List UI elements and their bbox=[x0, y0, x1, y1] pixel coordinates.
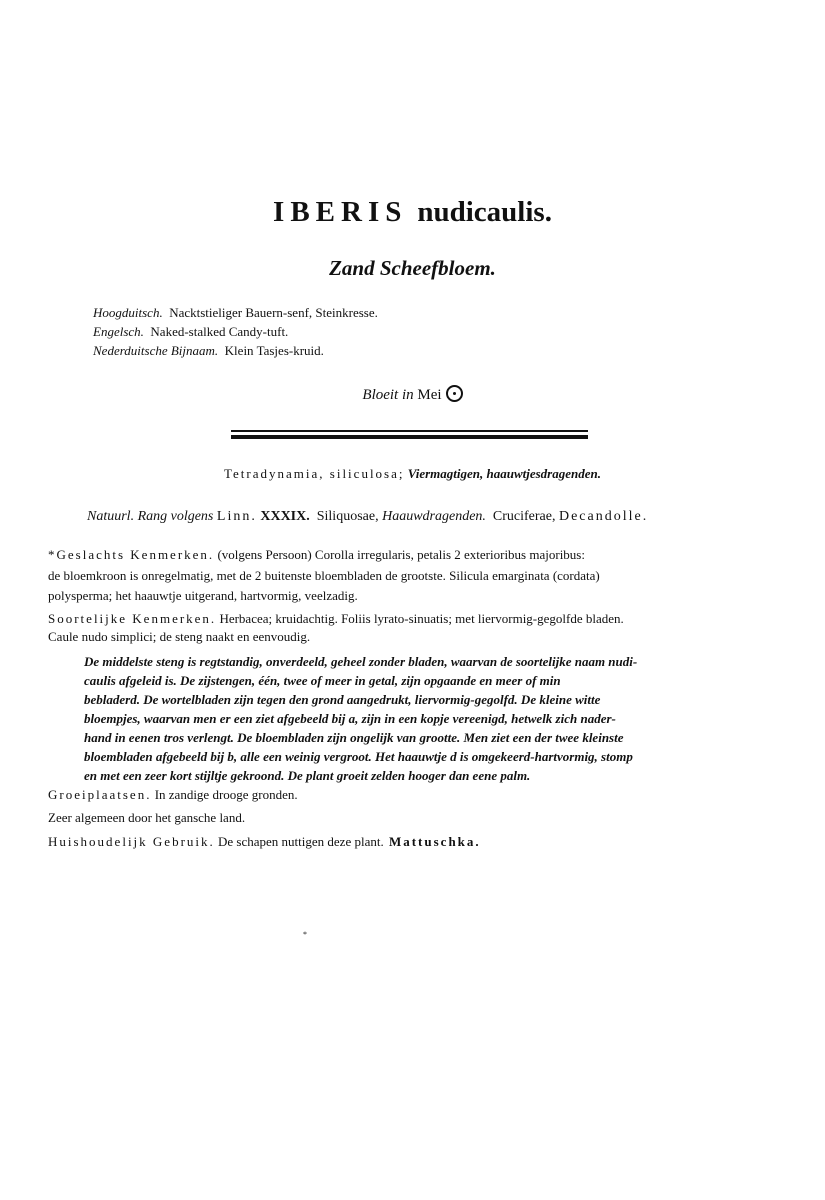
description-line: bloembladen afgebeeld bij b, alle een weinig vergroot. Het haauwtje d is omgekeerd-hartvormig, stomp bbox=[84, 749, 633, 764]
rank-family: Cruciferae, bbox=[492, 509, 556, 524]
description-line: bebladerd. De wortelbladen zijn tegen den grond aangedrukt, liervormig-gegolfd. De kleine witte bbox=[84, 692, 601, 707]
description-line: De middelste steng is regtstandig, onverdeeld, geheel zonder bladen, waarvan de soortelijke naam nudi- bbox=[84, 654, 638, 669]
description-line: en met een zeer kort stijltje gekroond. De plant groeit zelden hooger dan eene palm. bbox=[84, 768, 531, 783]
description bbox=[84, 652, 774, 785]
common-name-row bbox=[93, 324, 288, 340]
common-name: Nacktstieliger Bauern-senf, Steinkresse. bbox=[169, 305, 378, 320]
genus-characters-line bbox=[48, 547, 585, 563]
section-text: Herbacea; kruidachtig. Foliis lyrato-sinuatis; met liervormig-gegolfde bladen. bbox=[216, 611, 624, 626]
natural-rank bbox=[87, 509, 648, 525]
dutch-class: Viermagtigen, haauwtjesdragenden. bbox=[407, 466, 601, 481]
section-text: de bloemkroon is onregelmatig, met de 2 buitenste bloembladen de grootste. Silicula emarginata (cordata) bbox=[48, 568, 600, 583]
section-heading: *Geslachts Kenmerken. bbox=[48, 547, 215, 562]
description-line: bloempjes, waarvan men er een ziet afgebeeld bij a, zijn in een kopje vereenigd, hetwelk zich nader- bbox=[84, 711, 616, 726]
rank-label: Natuurl. Rang volgens bbox=[87, 509, 214, 524]
common-name-language: Hoogduitsch. bbox=[93, 305, 163, 320]
genus-characters-line bbox=[48, 568, 600, 584]
common-name-language: Engelsch. bbox=[93, 324, 144, 339]
common-name: Klein Tasjes-kruid. bbox=[224, 343, 324, 358]
divider-rule-thick bbox=[231, 435, 588, 439]
genus-name: IBERIS bbox=[273, 196, 408, 228]
rank-author: Linn. bbox=[216, 509, 257, 524]
section-heading: Groeiplaatsen. bbox=[48, 787, 152, 802]
frequency: Zeer algemeen door het gansche land. bbox=[48, 810, 246, 825]
section-text: polysperma; het haauwtje uitgerand, hartvormig, veelzadig. bbox=[48, 588, 358, 603]
linnaean-class: Tetradynamia, siliculosa; bbox=[224, 466, 405, 481]
habitat bbox=[48, 787, 298, 803]
species-name: nudicaulis. bbox=[417, 196, 552, 228]
rank-author-2: Decandolle. bbox=[558, 509, 649, 524]
dutch-name: Zand Scheefbloem. bbox=[329, 256, 496, 280]
genus-characters-line bbox=[48, 588, 358, 604]
annual-symbol-icon bbox=[446, 385, 463, 402]
common-name-language: Nederduitsche Bijnaam. bbox=[93, 343, 219, 358]
section-text: Caule nudo simplici; de steng naakt en eenvoudig. bbox=[48, 629, 311, 644]
species-characters-line bbox=[48, 611, 624, 627]
source-author: Mattuschka. bbox=[383, 834, 481, 849]
bloom-month: Mei bbox=[417, 387, 442, 403]
section-text: In zandige drooge gronden. bbox=[151, 787, 298, 802]
section-heading: Huishoudelijk Gebruik. bbox=[48, 834, 215, 849]
description-line: hand in eenen tros verlengt. De bloembladen zijn ongelijk van grootte. Men ziet een der twee kleinste bbox=[84, 730, 624, 745]
section-heading: Soortelijke Kenmerken. bbox=[48, 611, 217, 626]
household-use bbox=[48, 834, 481, 850]
rank-number: XXXIX. bbox=[260, 509, 310, 524]
common-name: Naked-stalked Candy-tuft. bbox=[150, 324, 289, 339]
species-characters-line bbox=[48, 629, 310, 645]
section-text: (volgens Persoon) Corolla irregularis, petalis 2 exterioribus majoribus: bbox=[214, 547, 585, 562]
print-mark: * bbox=[303, 930, 307, 939]
common-name-row bbox=[93, 305, 378, 321]
classification bbox=[0, 466, 825, 482]
description-line: caulis afgeleid is. De zijstengen, één, twee of meer in getal, zijn opgaande en meer of min bbox=[84, 673, 561, 688]
divider-rule bbox=[231, 430, 588, 432]
page-title bbox=[0, 196, 825, 229]
common-name-row bbox=[93, 343, 324, 359]
bloom-label: Bloeit in bbox=[362, 387, 414, 403]
section-text: De schapen nuttigen deze plant. bbox=[214, 834, 384, 849]
rank-latin: Siliquosae, bbox=[316, 509, 379, 524]
rank-dutch: Haauwdragenden. bbox=[382, 509, 486, 524]
bloom-time bbox=[0, 385, 825, 404]
